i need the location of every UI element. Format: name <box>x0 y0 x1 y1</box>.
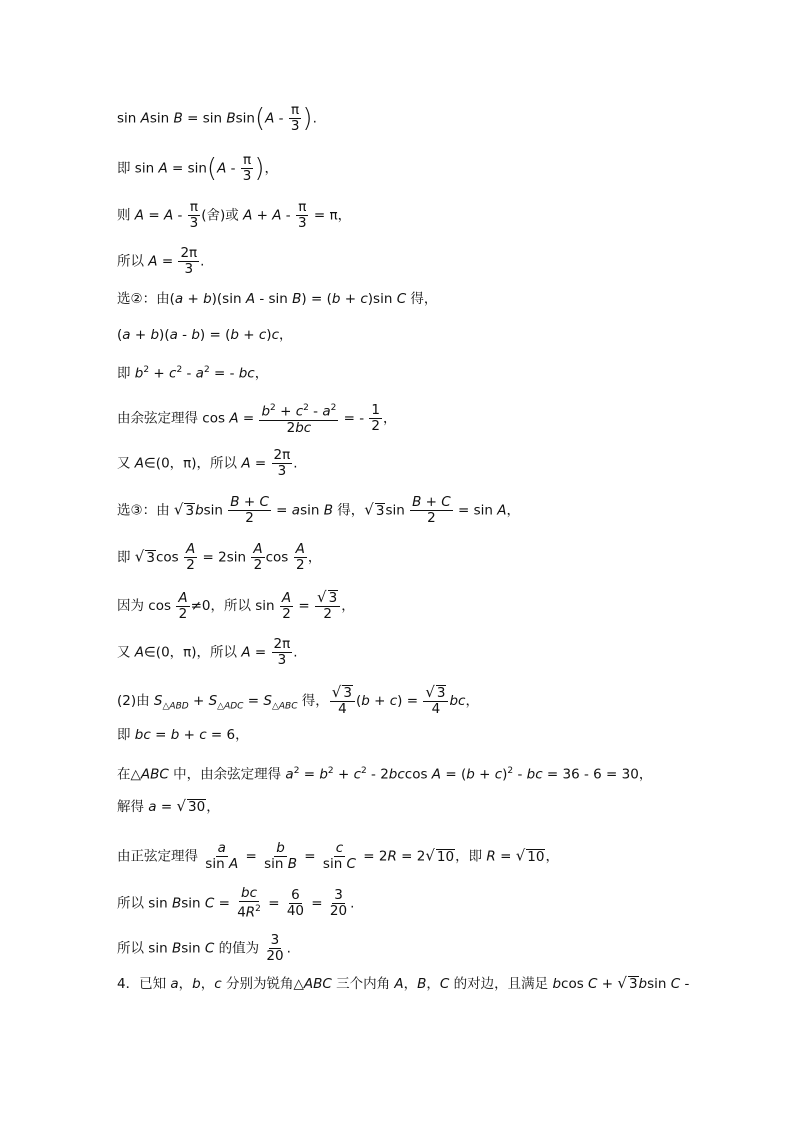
text-line: 即 $b^2 + c^2 - a^2$ = - bc， <box>117 365 269 382</box>
text-line: 选②：由(a + b)(sin A - sin B) = (b + c)sin C 得， <box>117 291 438 307</box>
text-line: 又 A∈(0，π)，所以 A = $\frac{2\pi}{3}$ . <box>117 636 298 668</box>
problem-4-text: 4．已知 a，b，c 分别为锐角△ABC 三个内角 A，B，C 的对边，且满足 bcos C + √ 3bsin C - <box>117 974 690 992</box>
text-line: 即 bc = b + c = 6， <box>117 727 249 743</box>
text-line: 所以 sin Bsin C 的值为 $\frac{3}{20}$ . <box>117 932 291 964</box>
text-line: 由余弦定理得 cos A = $\frac{b^2 + c^2 - a^2}{2bc}$ = - $\frac{1}{2}$ ， <box>117 401 397 436</box>
text-line: 解得 a = √ 30， <box>117 797 220 815</box>
text-line: 由正弦定理得 $\frac{a}{\text{sin A}}$ = $\frac{b}{\text{sin B}}$ = $\frac{c}{\text{sin C}}$ = 2R = 2√ 10，即 R = √ 10， <box>117 840 559 872</box>
text-line: 即 sin A = sin(A - $\frac{\pi}{3}$ )， <box>117 152 279 184</box>
text-line: (a + b)(a - b) = (b + c)c， <box>117 327 293 343</box>
text-line: 则 A = A - $\frac{\pi}{3}$ (舍)或 A + A - $\frac{\pi}{3}$ = π， <box>117 199 352 231</box>
text-line: 因为 cos $\frac{A}{2}$ ≠0，所以 sin $\frac{A}{2}$ = $\frac{√ 3}{2}$ ， <box>117 588 355 622</box>
text-line: 又 A∈(0，π)，所以 A = $\frac{2\pi}{3}$ . <box>117 447 298 479</box>
text-line: sin Asin B = sin Bsin(A - $\frac{\pi}{3}$ ). <box>117 102 317 134</box>
text-line: (2)由 $S_{\triangle ABD} + S_{\triangle ADC} = S_{\triangle ABC}$ 得， $\frac{√ 3}{4}$ (b + c) = $\frac{√ 3}{4}$ bc， <box>117 683 479 717</box>
text-line: 所以 sin Bsin C = $\frac{bc}{4R^2}$ = $\frac{6}{40}$ = $\frac{3}{20}$ . <box>117 885 355 921</box>
text-line: 选③：由 √ 3bsin $\frac{B + C}{2}$ = asin B 得，√ 3sin $\frac{B + C}{2}$ = sin A， <box>117 494 520 526</box>
text-line: 在△ABC 中，由余弦定理得 $a^2 = b^2 + c^2 - 2bccos$ $A = (b + c)^2$ - bc = 36 - 6 = 30， <box>117 766 653 783</box>
text-line: 即 √ 3cos $\frac{A}{2}$ = 2sin $\frac{A}{2}$ cos $\frac{A}{2}$ ， <box>117 541 322 573</box>
text-line: 所以 A = $\frac{2\pi}{3}$ . <box>117 245 205 277</box>
